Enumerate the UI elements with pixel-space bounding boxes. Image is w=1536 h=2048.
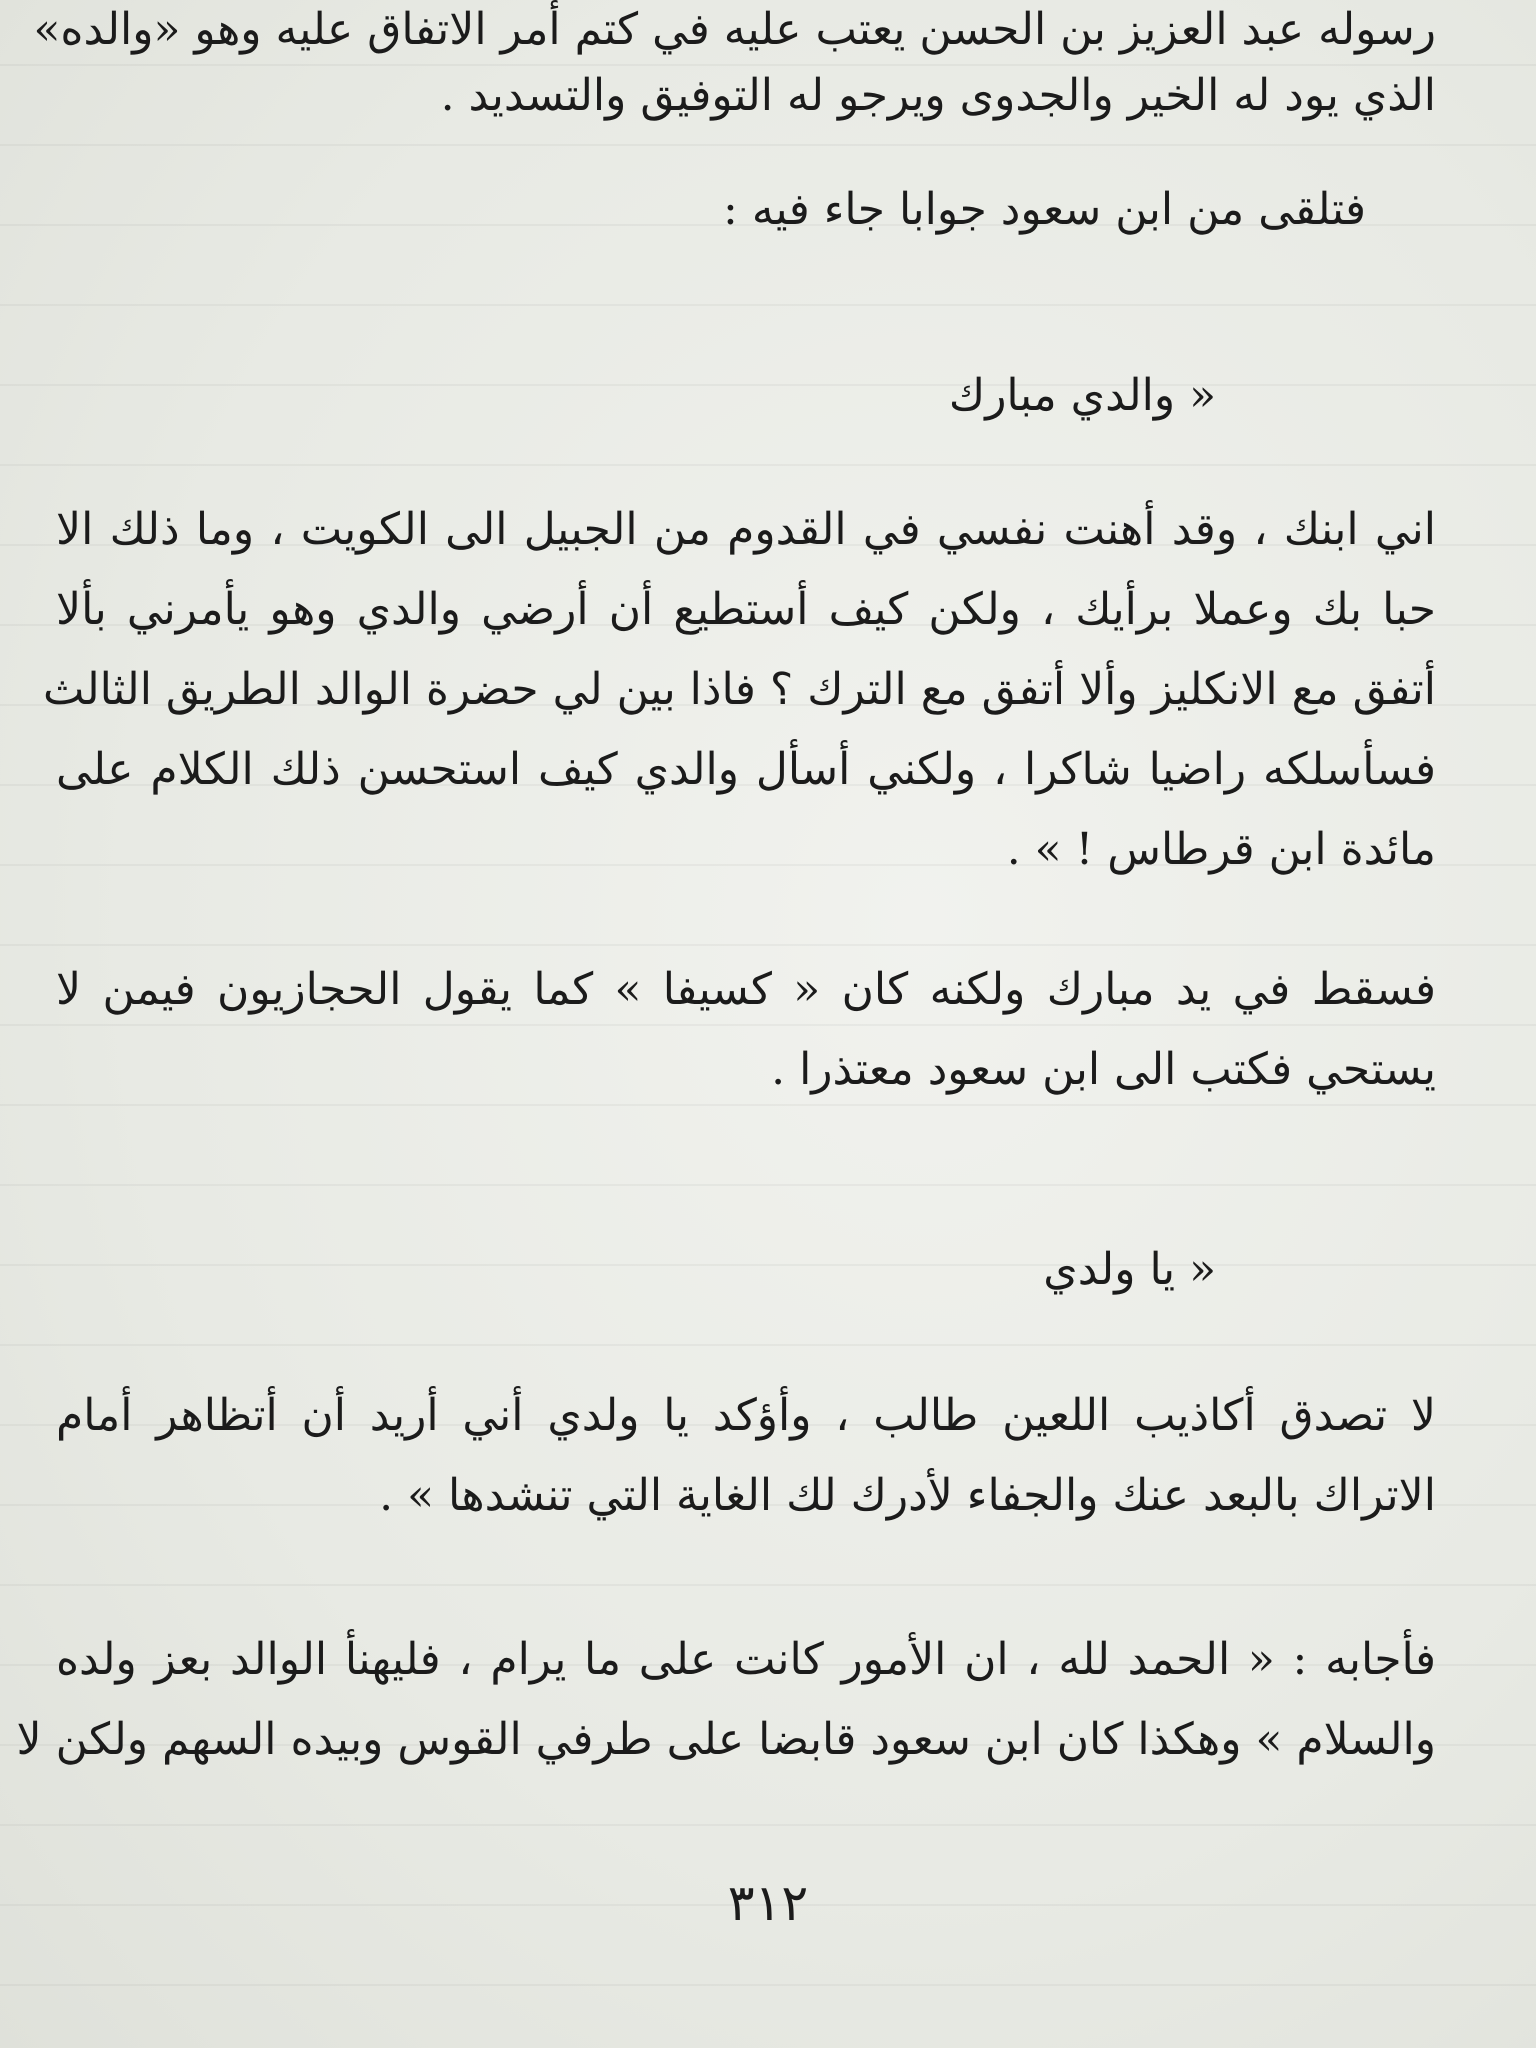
text-line-9: فسقط في يد مبارك ولكنه كان « كسيفا » كما يقول الحجازيون فيمن لا xyxy=(56,964,1436,1015)
text-line-3: فتلقى من ابن سعود جوابا جاء فيه : xyxy=(723,184,1366,235)
text-line-8: مائدة ابن قرطاس ! » . xyxy=(1006,824,1436,875)
text-line-5: حبا بك وعملا برأيك ، ولكن كيف أستطيع أن أرضي والدي وهو يأمرني بألا xyxy=(56,584,1436,635)
text-line-1: رسوله عبد العزيز بن الحسن يعتب عليه في كتم أمر الاتفاق عليه وهو «والده» xyxy=(33,4,1436,55)
page-number: ٣١٢ xyxy=(727,1874,809,1932)
salutation-2: « يا ولدي xyxy=(1043,1244,1216,1295)
text-line-10: يستحي فكتب الى ابن سعود معتذرا . xyxy=(771,1044,1436,1095)
text-line-11: لا تصدق أكاذيب اللعين طالب ، وأؤكد يا ولدي أني أريد أن أتظاهر أمام xyxy=(56,1390,1436,1441)
text-line-6: أتفق مع الانكليز وألا أتفق مع الترك ؟ فاذا بين لي حضرة الوالد الطريق الثالث xyxy=(43,664,1436,715)
text-line-7: فسأسلكه راضيا شاكرا ، ولكني أسأل والدي كيف استحسن ذلك الكلام على xyxy=(56,744,1436,795)
salutation-1: « والدي مبارك xyxy=(948,370,1216,421)
text-line-2: الذي يود له الخير والجدوى ويرجو له التوفيق والتسديد . xyxy=(440,70,1436,121)
text-line-12: الاتراك بالبعد عنك والجفاء لأدرك لك الغاية التي تنشدها » . xyxy=(379,1470,1436,1521)
text-line-4: اني ابنك ، وقد أهنت نفسي في القدوم من الجبيل الى الكويت ، وما ذلك الا xyxy=(56,504,1436,555)
text-line-14: والسلام » وهكذا كان ابن سعود قابضا على طرفي القوس وبيده السهم ولكن لا xyxy=(16,1714,1436,1765)
text-line-13: فأجابه : « الحمد لله ، ان الأمور كانت على ما يرام ، فليهنأ الوالد بعز ولده xyxy=(56,1634,1436,1685)
